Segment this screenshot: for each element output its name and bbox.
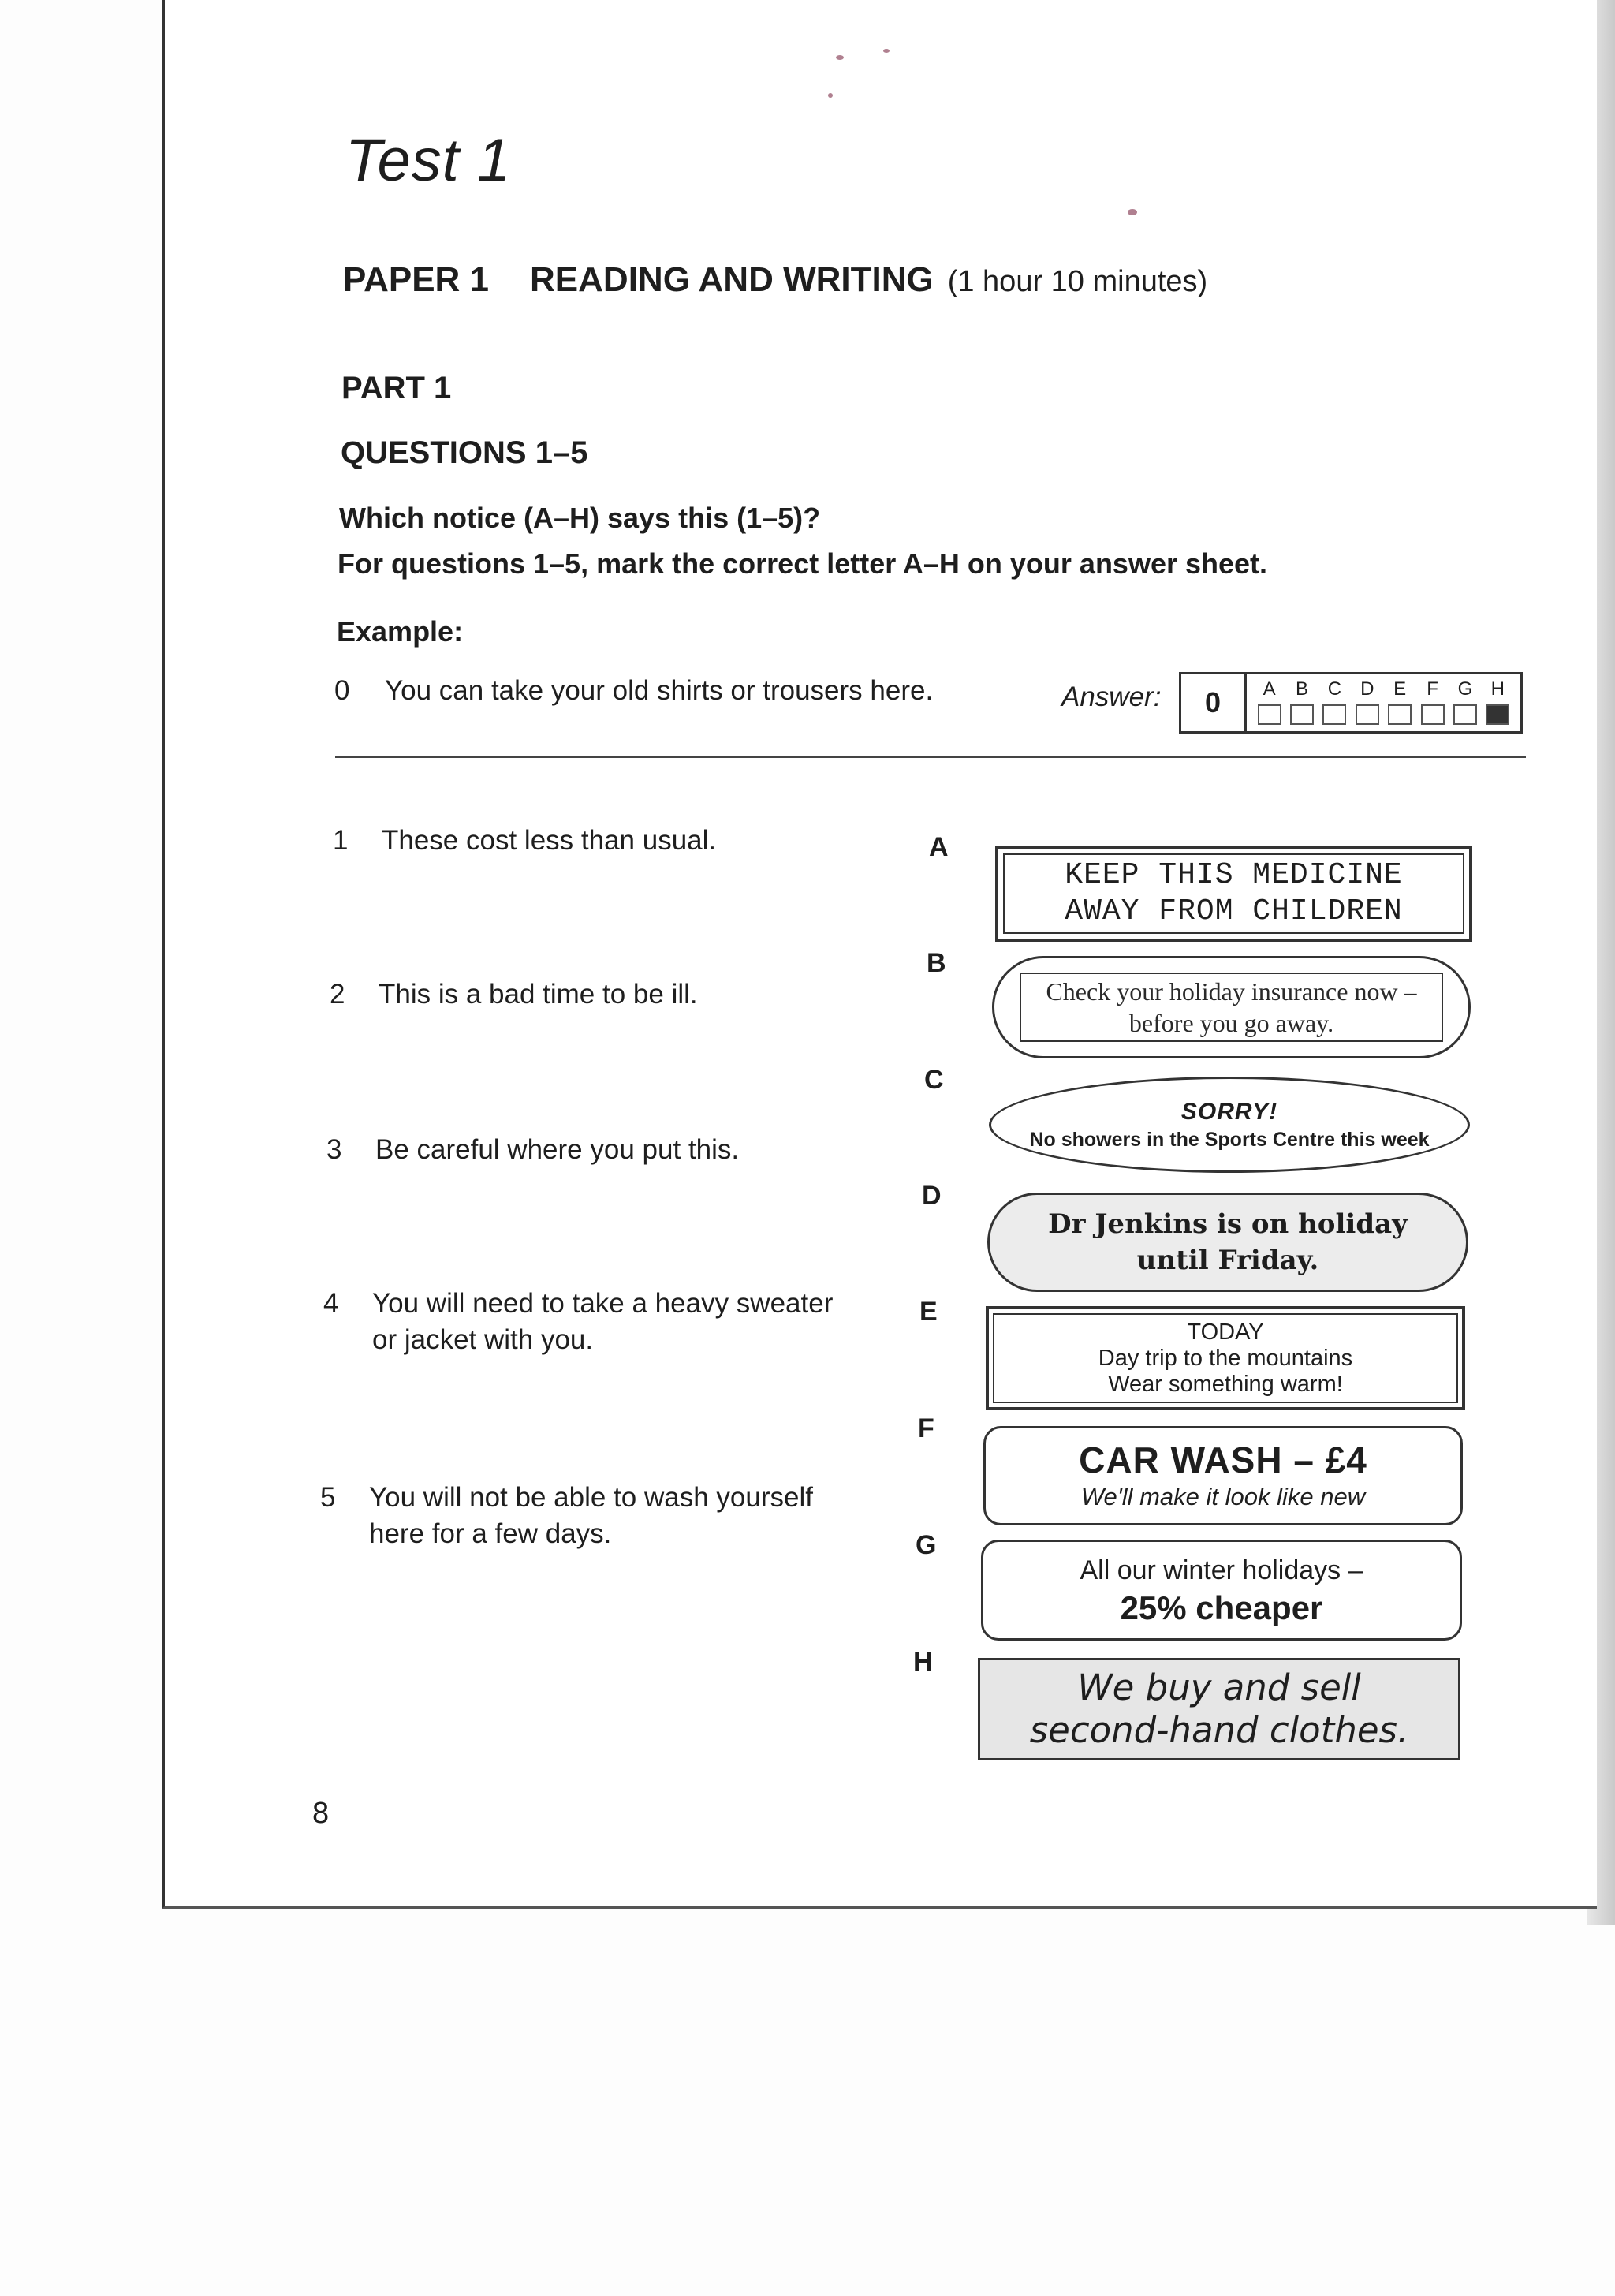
instruction-line-1: Which notice (A–H) says this (1–5)? [339, 502, 821, 534]
question-text: This is a bad time to be ill. [379, 979, 698, 1010]
notice-g-line-1: All our winter holidays – [1080, 1555, 1363, 1585]
notice-d-line-2: until Friday. [1136, 1245, 1319, 1276]
notice-e-line-2: Day trip to the mountains [1098, 1345, 1353, 1371]
answer-checkbox [1388, 704, 1412, 725]
notice-c-showers [989, 1077, 1470, 1173]
test-title: Test 1 [345, 127, 512, 194]
question-item [320, 1480, 888, 1559]
notice-d-line-1: Dr Jenkins is on holiday [1048, 1208, 1408, 1240]
example-number: 0 [334, 675, 350, 706]
answer-checkbox [1453, 704, 1477, 725]
notice-e-line-3: Wear something warm! [1108, 1371, 1343, 1397]
notice-h-line-1: We buy and sell [1077, 1667, 1361, 1708]
notice-b-line-1: Check your holiday insurance now – [1046, 977, 1417, 1006]
notice-d-doctor [987, 1193, 1468, 1292]
answer-checkbox-marked [1486, 704, 1509, 725]
paper-number: PAPER 1 [343, 260, 490, 299]
answer-checkbox [1258, 704, 1281, 725]
notice-a-line-1: KEEP THIS MEDICINE [1065, 858, 1403, 892]
notice-f-car-wash [983, 1426, 1463, 1525]
notice-e-day-trip [986, 1306, 1465, 1410]
notice-f-line-2: We'll make it look like new [1080, 1483, 1366, 1510]
notice-h-line-2: second-hand clothes. [1029, 1709, 1409, 1751]
notice-c-line-1: SORRY! [1180, 1098, 1278, 1125]
paper-heading [343, 260, 1207, 300]
notice-letter: A [929, 832, 949, 862]
answer-option-letter: B [1296, 678, 1309, 700]
answer-option-g [1453, 679, 1477, 731]
question-number: 3 [326, 1134, 342, 1165]
answer-option-letter: C [1327, 678, 1342, 700]
scan-speck [836, 55, 844, 60]
example-label: Example: [337, 615, 464, 648]
question-number: 1 [333, 825, 349, 856]
answer-number: 0 [1181, 674, 1247, 731]
notice-c-line-2: No showers in the Sports Centre this week [1029, 1128, 1430, 1151]
notice-letter: D [922, 1181, 942, 1211]
section-divider [335, 756, 1526, 758]
question-item [323, 1286, 891, 1365]
answer-option-letter: G [1457, 678, 1473, 700]
notice-letter: C [924, 1065, 944, 1095]
answer-checkbox [1290, 704, 1314, 725]
answer-option-letter: F [1427, 678, 1438, 700]
question-text: These cost less than usual. [382, 825, 717, 856]
question-item [333, 823, 885, 870]
notice-letter: F [918, 1413, 934, 1443]
notice-e-line-1: TODAY [1187, 1319, 1264, 1345]
question-text-line-2: or jacket with you. [372, 1324, 594, 1355]
notice-f-line-1: CAR WASH – £4 [1079, 1439, 1367, 1480]
answer-option-e [1388, 679, 1412, 731]
answer-grid [1247, 674, 1520, 731]
answer-option-letter: A [1263, 678, 1276, 700]
notice-b-line-2: before you go away. [1128, 1009, 1334, 1037]
answer-option-c [1322, 679, 1346, 731]
question-number: 2 [330, 979, 345, 1010]
scan-speck [828, 93, 833, 98]
answer-option-h [1486, 679, 1509, 731]
questions-heading: QUESTIONS 1–5 [341, 435, 588, 470]
notice-letter: H [913, 1647, 933, 1677]
question-item [326, 1132, 878, 1179]
example-text: You can take your old shirts or trousers here. [385, 675, 934, 706]
notice-a-medicine [995, 846, 1472, 942]
notice-a-line-2: AWAY FROM CHILDREN [1065, 894, 1403, 928]
answer-option-a [1258, 679, 1281, 731]
example-answer-box [1179, 672, 1523, 734]
page-number: 8 [312, 1797, 330, 1830]
question-number: 5 [320, 1482, 336, 1513]
question-item [330, 976, 882, 1024]
question-text: Be careful where you put this. [375, 1134, 740, 1165]
paper-duration: (1 hour 10 minutes) [947, 265, 1208, 298]
scan-speck [1128, 209, 1137, 215]
answer-option-b [1290, 679, 1314, 731]
notice-g-line-2: 25% cheaper [1120, 1589, 1323, 1626]
answer-checkbox [1322, 704, 1346, 725]
notice-letter: B [927, 948, 946, 978]
question-text-line-1: You will not be able to wash yourself [369, 1482, 813, 1513]
answer-checkbox [1356, 704, 1379, 725]
answer-option-f [1421, 679, 1445, 731]
instruction-line-2: For questions 1–5, mark the correct letter A–H on your answer sheet. [338, 547, 1268, 580]
notice-letter: G [916, 1530, 937, 1560]
notice-h-clothes [978, 1658, 1460, 1760]
question-text-line-2: here for a few days. [369, 1518, 612, 1549]
question-number: 4 [323, 1288, 339, 1319]
answer-option-letter: H [1490, 678, 1505, 700]
answer-option-letter: D [1360, 678, 1374, 700]
part-heading: PART 1 [341, 371, 452, 405]
example-question [334, 675, 933, 707]
answer-option-d [1356, 679, 1379, 731]
question-text-line-1: You will need to take a heavy sweater [372, 1288, 834, 1319]
notice-g-winter-holidays [981, 1540, 1462, 1641]
answer-option-letter: E [1393, 678, 1407, 700]
paper-name: READING AND WRITING [530, 260, 934, 299]
scan-speck [883, 49, 890, 53]
answer-label: Answer: [1061, 681, 1162, 712]
notice-b-insurance [992, 956, 1471, 1058]
answer-checkbox [1421, 704, 1445, 725]
notice-letter: E [919, 1297, 938, 1327]
